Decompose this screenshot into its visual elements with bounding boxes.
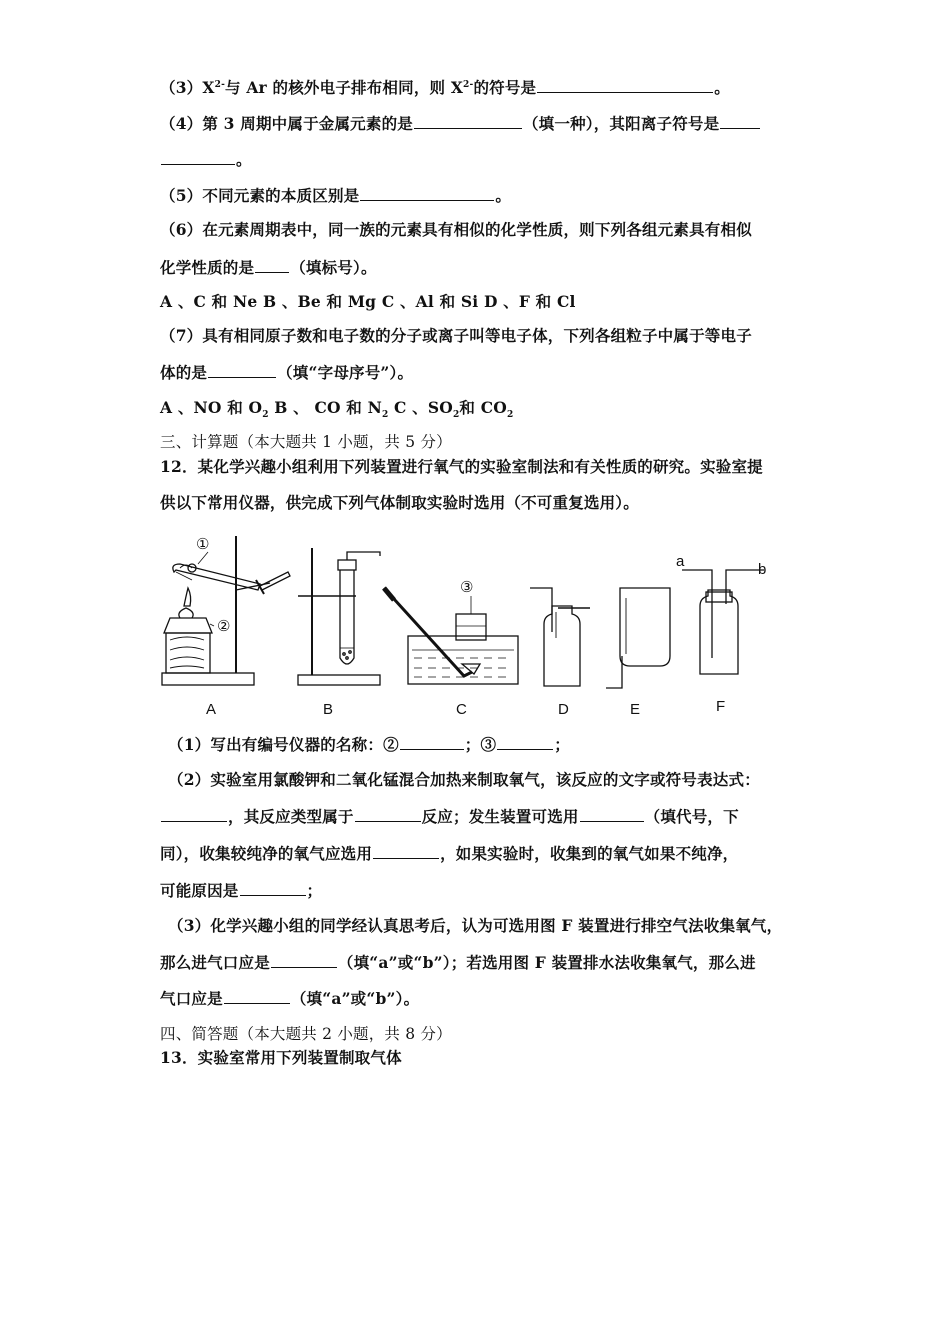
q11-part5: （5）不同元素的本质区别是 。: [160, 186, 512, 205]
answer-blank[interactable]: [414, 127, 522, 129]
apparatus-c: [384, 579, 518, 684]
marker-3: ③: [460, 579, 474, 596]
answer-blank[interactable]: [255, 271, 289, 273]
q11-part4-cont: 。: [160, 148, 252, 170]
q11-part7-line1: （7）具有相同原子数和电子数的分子或离子叫等电子体，下列各组粒子中属于等电子: [160, 326, 752, 345]
answer-blank[interactable]: [360, 199, 494, 201]
figure-label-d: D: [558, 701, 569, 718]
q11-part6-line1: （6）在元素周期表中，同一族的元素具有相似的化学性质，则下列各组元素具有相似: [160, 220, 752, 239]
figure-label-a: A: [206, 701, 217, 718]
section4-heading: 四、简答题（本大题共 2 小题，共 8 分）: [160, 1025, 452, 1043]
figure-label-e: E: [630, 701, 641, 718]
answer-blank[interactable]: [271, 966, 337, 968]
apparatus-d: [530, 588, 590, 686]
marker-1: ①: [196, 536, 210, 553]
port-a-label: a: [676, 553, 685, 570]
q11-part7-line2: 体的是 （填“字母序号”）。: [160, 363, 414, 382]
q11-part6-line2: 化学性质的是 （填标号）。: [160, 258, 377, 277]
marker-2: ②: [217, 618, 231, 635]
apparatus-e: [606, 588, 670, 688]
apparatus-b: [298, 548, 380, 685]
answer-blank[interactable]: [580, 820, 644, 822]
answer-blank[interactable]: [373, 857, 439, 859]
q12-part3-line3: 气口应是 （填“a”或“b”）。: [160, 989, 420, 1008]
section3-heading: 三、计算题（本大题共 1 小题，共 5 分）: [160, 433, 452, 451]
q11-part4: （4）第 3 周期中属于金属元素的是 （填一种），其阳离子符号是: [160, 112, 761, 134]
answer-blank[interactable]: [497, 748, 553, 750]
apparatus-figure: [160, 528, 800, 718]
q12-part2-line4: 可能原因是 ；: [160, 881, 323, 900]
q12-part3-line2: 那么进气口应是 （填“a”或“b”）；若选用图 F 装置排水法收集氧气，那么进: [160, 953, 756, 972]
apparatus-f: [676, 553, 766, 674]
answer-blank[interactable]: [224, 1002, 290, 1004]
answer-blank[interactable]: [400, 748, 464, 750]
q12-part2-line3: 同），收集较纯净的氧气应选用 ，如果实验时，收集到的氧气如果不纯净，: [160, 844, 739, 863]
port-b-label: b: [758, 561, 767, 578]
q12-intro-line2: 供以下常用仪器，供完成下列气体制取实验时选用（不可重复选用）。: [160, 493, 639, 512]
q11-part3: $(3)X^{2-}$与 Ar 的核外电子排布相同，则 $X^{2-}$的符号是 。: [160, 78, 730, 97]
q12-part2-line1: （2）实验室用氯酸钾和二氧化锰混合加热来制取氧气，该反应的文字或符号表达式：: [168, 770, 760, 789]
figure-label-c: C: [456, 701, 467, 718]
q11-part7-options: A 、NO 和 $O_2$ B 、 CO 和 $N_2$ C 、$SO_2$和 $CO_2$: [160, 398, 514, 421]
answer-blank[interactable]: [355, 820, 421, 822]
q13-intro: 13．实验室常用下列装置制取气体: [160, 1048, 402, 1067]
answer-blank[interactable]: [161, 820, 227, 822]
answer-blank[interactable]: [161, 163, 235, 165]
answer-blank[interactable]: [537, 91, 713, 93]
apparatus-a: [162, 536, 290, 685]
figure-label-f: F: [716, 698, 726, 715]
q11-part6-options: A 、C 和 Ne B 、Be 和 Mg C 、Al 和 Si D 、F 和 Cl: [160, 292, 576, 311]
answer-blank[interactable]: [720, 127, 760, 129]
answer-blank[interactable]: [240, 894, 306, 896]
q12-part2-line2: ，其反应类型属于 反应；发生装置可选用 （填代号，下: [160, 805, 739, 827]
q12-part3-line1: （3）化学兴趣小组的同学经认真思考后，认为可选用图 F 装置进行排空气法收集氧气，: [168, 916, 783, 935]
figure-label-b: B: [323, 701, 334, 718]
q12-part1: （1）写出有编号仪器的名称：② ；③ ；: [168, 735, 570, 754]
q12-intro-line1: 12．某化学兴趣小组利用下列装置进行氧气的实验室制法和有关性质的研究。实验室提: [160, 457, 763, 476]
answer-blank[interactable]: [208, 376, 276, 378]
